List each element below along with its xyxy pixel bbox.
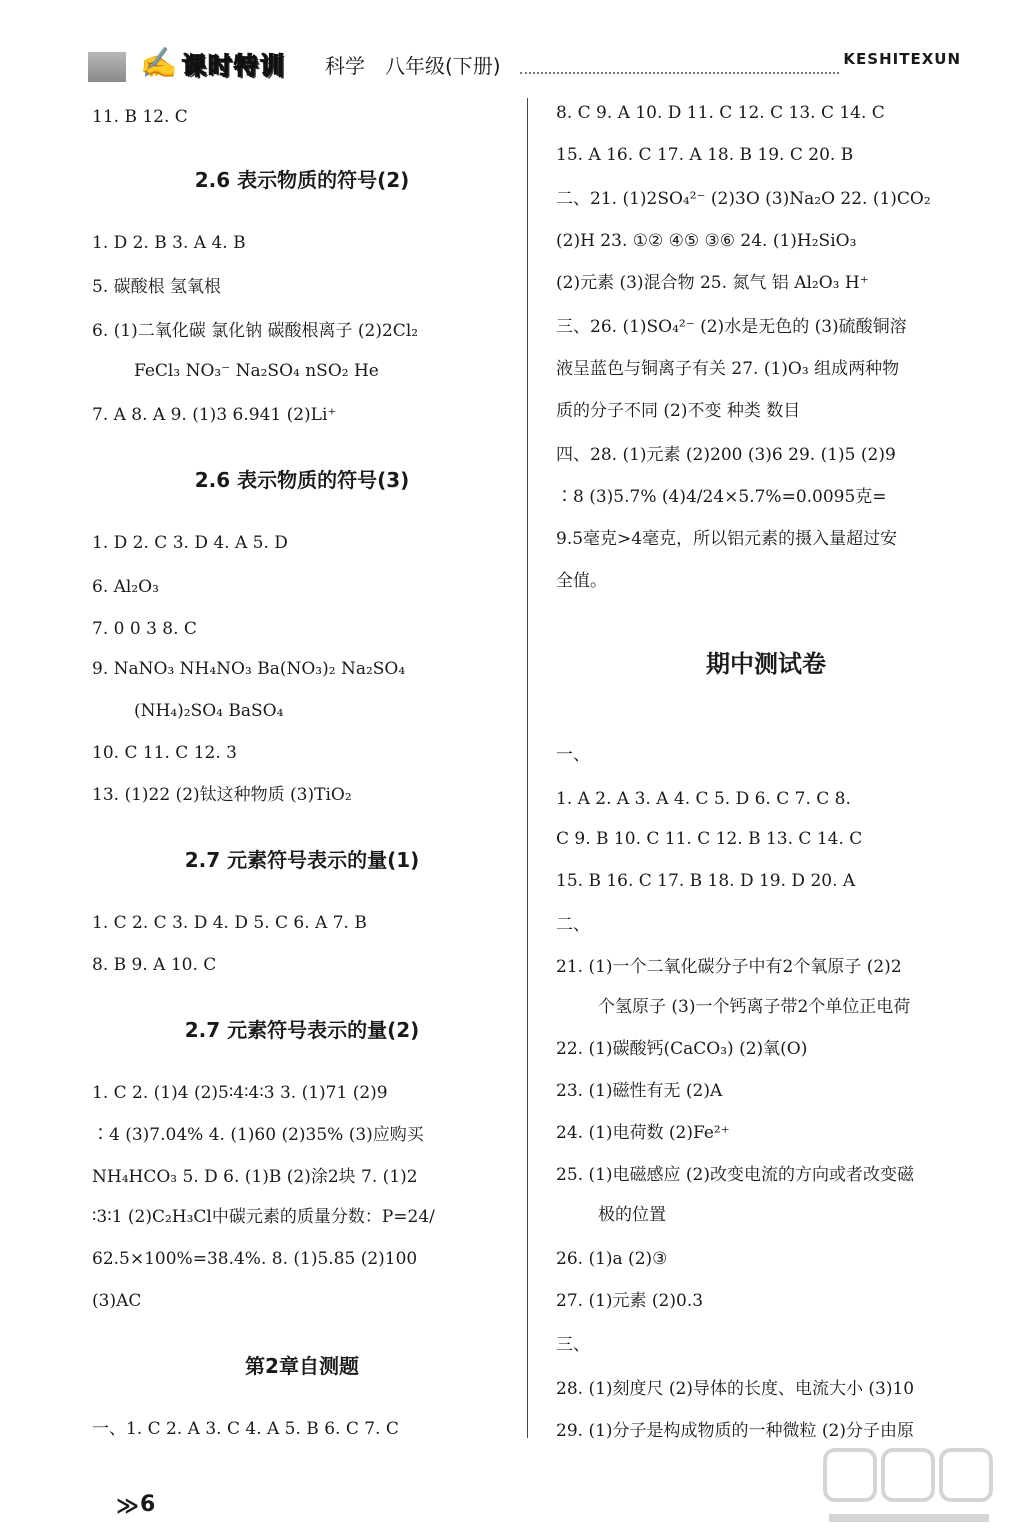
answer-line: ∶4 (3)7.04% 4. (1)60 (2)35% (3)应购买 bbox=[92, 1125, 424, 1145]
answer-line: 二、21. (1)2SO₄²⁻ (2)3O (3)Na₂O 22. (1)CO₂ bbox=[556, 189, 931, 209]
answer-line: 7. 0 0 3 8. C bbox=[92, 619, 197, 639]
column-divider bbox=[527, 98, 528, 1438]
section-heading: 2.7 元素符号表示的量(2) bbox=[184, 1018, 420, 1042]
answer-line: 15. A 16. C 17. A 18. B 19. C 20. B bbox=[556, 145, 854, 165]
answer-line: 一、 bbox=[556, 745, 590, 765]
header-dotted-rule bbox=[520, 72, 839, 74]
answer-line: 22. (1)碳酸钙(CaCO₃) (2)氧(O) bbox=[556, 1039, 808, 1059]
answer-line: ∶3∶1 (2)C₂H₃Cl中碳元素的质量分数：P=24/ bbox=[92, 1207, 435, 1227]
brand-title: 课时特训 bbox=[182, 52, 286, 80]
answer-line: (3)AC bbox=[92, 1291, 142, 1311]
answer-line: 1. C 2. C 3. D 4. D 5. C 6. A 7. B bbox=[92, 913, 367, 933]
answer-line: (2)H 23. ①② ④⑤ ③⑥ 24. (1)H₂SiO₃ bbox=[556, 231, 857, 251]
answer-line: 10. C 11. C 12. 3 bbox=[92, 743, 237, 763]
section-heading: 2.7 元素符号表示的量(1) bbox=[184, 848, 420, 872]
answer-line: 全值。 bbox=[556, 571, 607, 591]
section-heading: 2.6 表示物质的符号(3) bbox=[194, 468, 410, 492]
answer-line: (2)元素 (3)混合物 25. 氮气 铝 Al₂O₃ H⁺ bbox=[556, 273, 869, 293]
answer-line: 一、1. C 2. A 3. C 4. A 5. B 6. C 7. C bbox=[92, 1419, 399, 1439]
answer-line: 26. (1)a (2)③ bbox=[556, 1249, 668, 1269]
answer-line: 9. NaNO₃ NH₄NO₃ Ba(NO₃)₂ Na₂SO₄ bbox=[92, 659, 406, 679]
answer-line: C 9. B 10. C 11. C 12. B 13. C 14. C bbox=[556, 829, 863, 849]
watermark-stamp-icon bbox=[819, 1440, 999, 1530]
answer-line: NH₄HCO₃ 5. D 6. (1)B (2)涂2块 7. (1)2 bbox=[92, 1167, 418, 1187]
exam-title-heading: 期中测试卷 bbox=[706, 650, 826, 678]
answer-line: 25. (1)电磁感应 (2)改变电流的方向或者改变磁 bbox=[556, 1165, 915, 1185]
answer-line: 11. B 12. C bbox=[92, 107, 188, 127]
answer-line: 6. Al₂O₃ bbox=[92, 577, 159, 597]
answer-line: 28. (1)刻度尺 (2)导体的长度、电流大小 (3)10 bbox=[556, 1379, 915, 1399]
answer-line: 7. A 8. A 9. (1)3 6.941 (2)Li⁺ bbox=[92, 405, 337, 425]
answer-line: 8. B 9. A 10. C bbox=[92, 955, 217, 975]
answer-line: 23. (1)磁性有无 (2)A bbox=[556, 1081, 723, 1101]
section-heading: 第2章自测题 bbox=[245, 1354, 359, 1378]
subject-label: 科学 bbox=[325, 54, 365, 78]
answer-line: 1. D 2. B 3. A 4. B bbox=[92, 233, 246, 253]
answer-line: ∶8 (3)5.7% (4)4/24×5.7%=0.0095克= bbox=[556, 487, 887, 507]
page-number: 6 bbox=[140, 1492, 156, 1517]
answer-line: 液呈蓝色与铜离子有关 27. (1)O₃ 组成两种物 bbox=[556, 359, 900, 379]
series-label: KESHITEXUN bbox=[843, 50, 961, 68]
answer-line: 21. (1)一个二氧化碳分子中有2个氧原子 (2)2 bbox=[556, 957, 902, 977]
answer-line: 二、 bbox=[556, 915, 590, 935]
answer-line: 8. C 9. A 10. D 11. C 12. C 13. C 14. C bbox=[556, 103, 885, 123]
answer-line: 24. (1)电荷数 (2)Fe²⁺ bbox=[556, 1123, 730, 1143]
section-heading: 2.6 表示物质的符号(2) bbox=[194, 168, 410, 192]
answer-line: 极的位置 bbox=[598, 1205, 666, 1225]
grade-label: 八年级(下册) bbox=[385, 54, 501, 78]
answer-line: 三、 bbox=[556, 1335, 590, 1355]
answer-line: (NH₄)₂SO₄ BaSO₄ bbox=[134, 701, 284, 721]
answer-line: 27. (1)元素 (2)0.3 bbox=[556, 1291, 704, 1311]
answer-line: 个氢原子 (3)一个钙离子带2个单位正电荷 bbox=[598, 997, 911, 1017]
writing-hand-logo-icon: ✍ bbox=[140, 46, 178, 81]
answer-line: 1. C 2. (1)4 (2)5∶4∶4∶3 3. (1)71 (2)9 bbox=[92, 1083, 388, 1103]
answer-line: 62.5×100%=38.4%. 8. (1)5.85 (2)100 bbox=[92, 1249, 418, 1269]
answer-line: FeCl₃ NO₃⁻ Na₂SO₄ nSO₂ He bbox=[134, 361, 379, 381]
answer-line: 13. (1)22 (2)钛这种物质 (3)TiO₂ bbox=[92, 785, 352, 805]
answer-line: 1. D 2. C 3. D 4. A 5. D bbox=[92, 533, 288, 553]
answer-line: 三、26. (1)SO₄²⁻ (2)水是无色的 (3)硫酸铜溶 bbox=[556, 317, 907, 337]
page-arrow-icon: ≫ bbox=[116, 1494, 134, 1519]
answer-line: 29. (1)分子是构成物质的一种微粒 (2)分子由原 bbox=[556, 1421, 915, 1441]
answer-line: 15. B 16. C 17. B 18. D 19. D 20. A bbox=[556, 871, 856, 891]
page-header bbox=[0, 0, 1019, 92]
answer-line: 1. A 2. A 3. A 4. C 5. D 6. C 7. C 8. bbox=[556, 789, 851, 809]
answer-line: 9.5毫克>4毫克，所以铝元素的摄入量超过安 bbox=[556, 529, 898, 549]
answer-line: 质的分子不同 (2)不变 种类 数目 bbox=[556, 401, 801, 421]
answer-line: 6. (1)二氧化碳 氯化钠 碳酸根离子 (2)2Cl₂ bbox=[92, 321, 419, 341]
header-decor-block bbox=[88, 52, 126, 82]
answer-line: 5. 碳酸根 氢氧根 bbox=[92, 277, 222, 297]
answer-line: 四、28. (1)元素 (2)200 (3)6 29. (1)5 (2)9 bbox=[556, 445, 896, 465]
